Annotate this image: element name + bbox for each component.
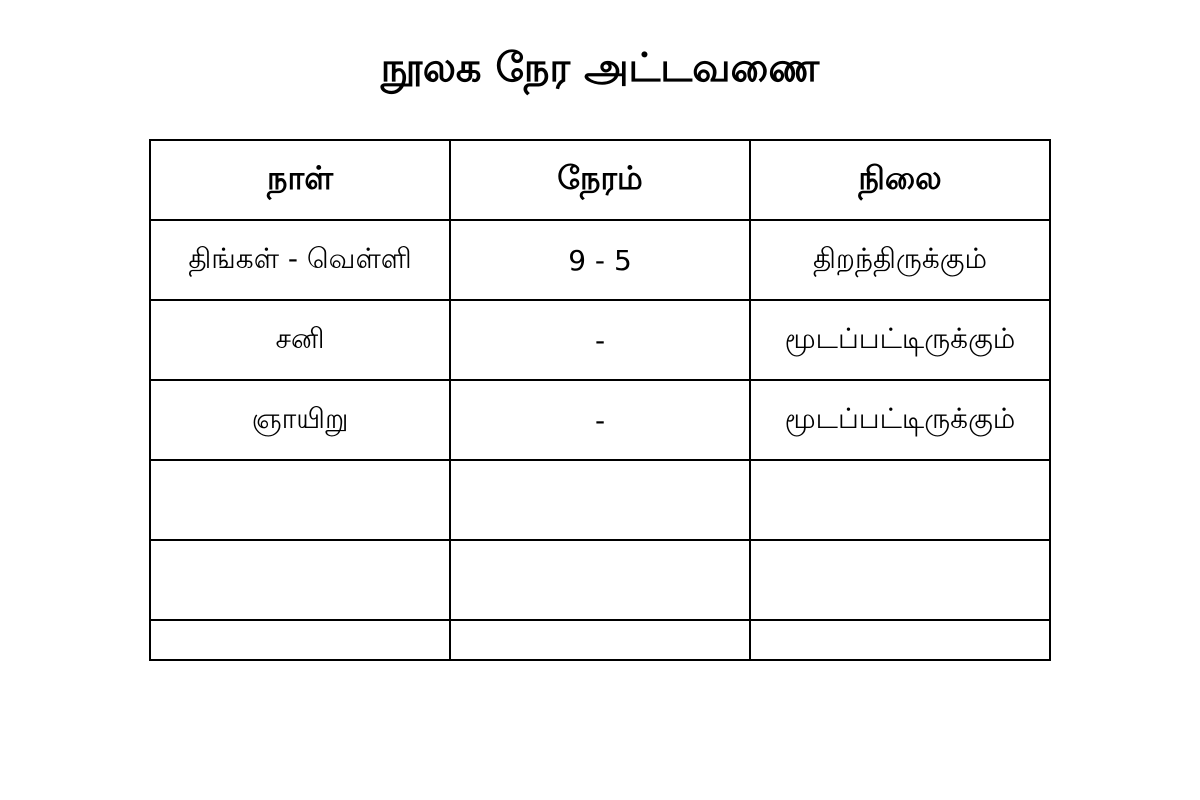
day-cell: சனி	[150, 300, 450, 380]
status-cell	[750, 620, 1050, 660]
table-row	[150, 380, 1050, 460]
header-status: நிலை	[750, 140, 1050, 220]
status-cell: மூடப்பட்டிருக்கும்	[750, 300, 1050, 380]
day-cell	[150, 540, 450, 620]
status-cell: மூடப்பட்டிருக்கும்	[750, 380, 1050, 460]
day-cell: ஞாயிறு	[150, 380, 450, 460]
time-cell: 9 - 5	[450, 220, 750, 300]
table-header-row	[150, 140, 1050, 220]
time-cell: -	[450, 380, 750, 460]
header-time: நேரம்	[450, 140, 750, 220]
table-row	[150, 220, 1050, 300]
page-title: நூலக நேர அட்டவணை	[380, 45, 820, 91]
empty-table-row	[150, 540, 1050, 620]
time-cell	[450, 460, 750, 540]
time-cell	[450, 540, 750, 620]
day-cell	[150, 460, 450, 540]
empty-table-row	[150, 460, 1050, 540]
day-cell	[150, 620, 450, 660]
library-hours-table	[149, 139, 1051, 661]
time-cell: -	[450, 300, 750, 380]
time-cell	[450, 620, 750, 660]
day-cell: திங்கள் - வெள்ளி	[150, 220, 450, 300]
table-row	[150, 300, 1050, 380]
status-cell	[750, 540, 1050, 620]
header-day: நாள்	[150, 140, 450, 220]
status-cell: திறந்திருக்கும்	[750, 220, 1050, 300]
empty-table-row	[150, 620, 1050, 660]
status-cell	[750, 460, 1050, 540]
